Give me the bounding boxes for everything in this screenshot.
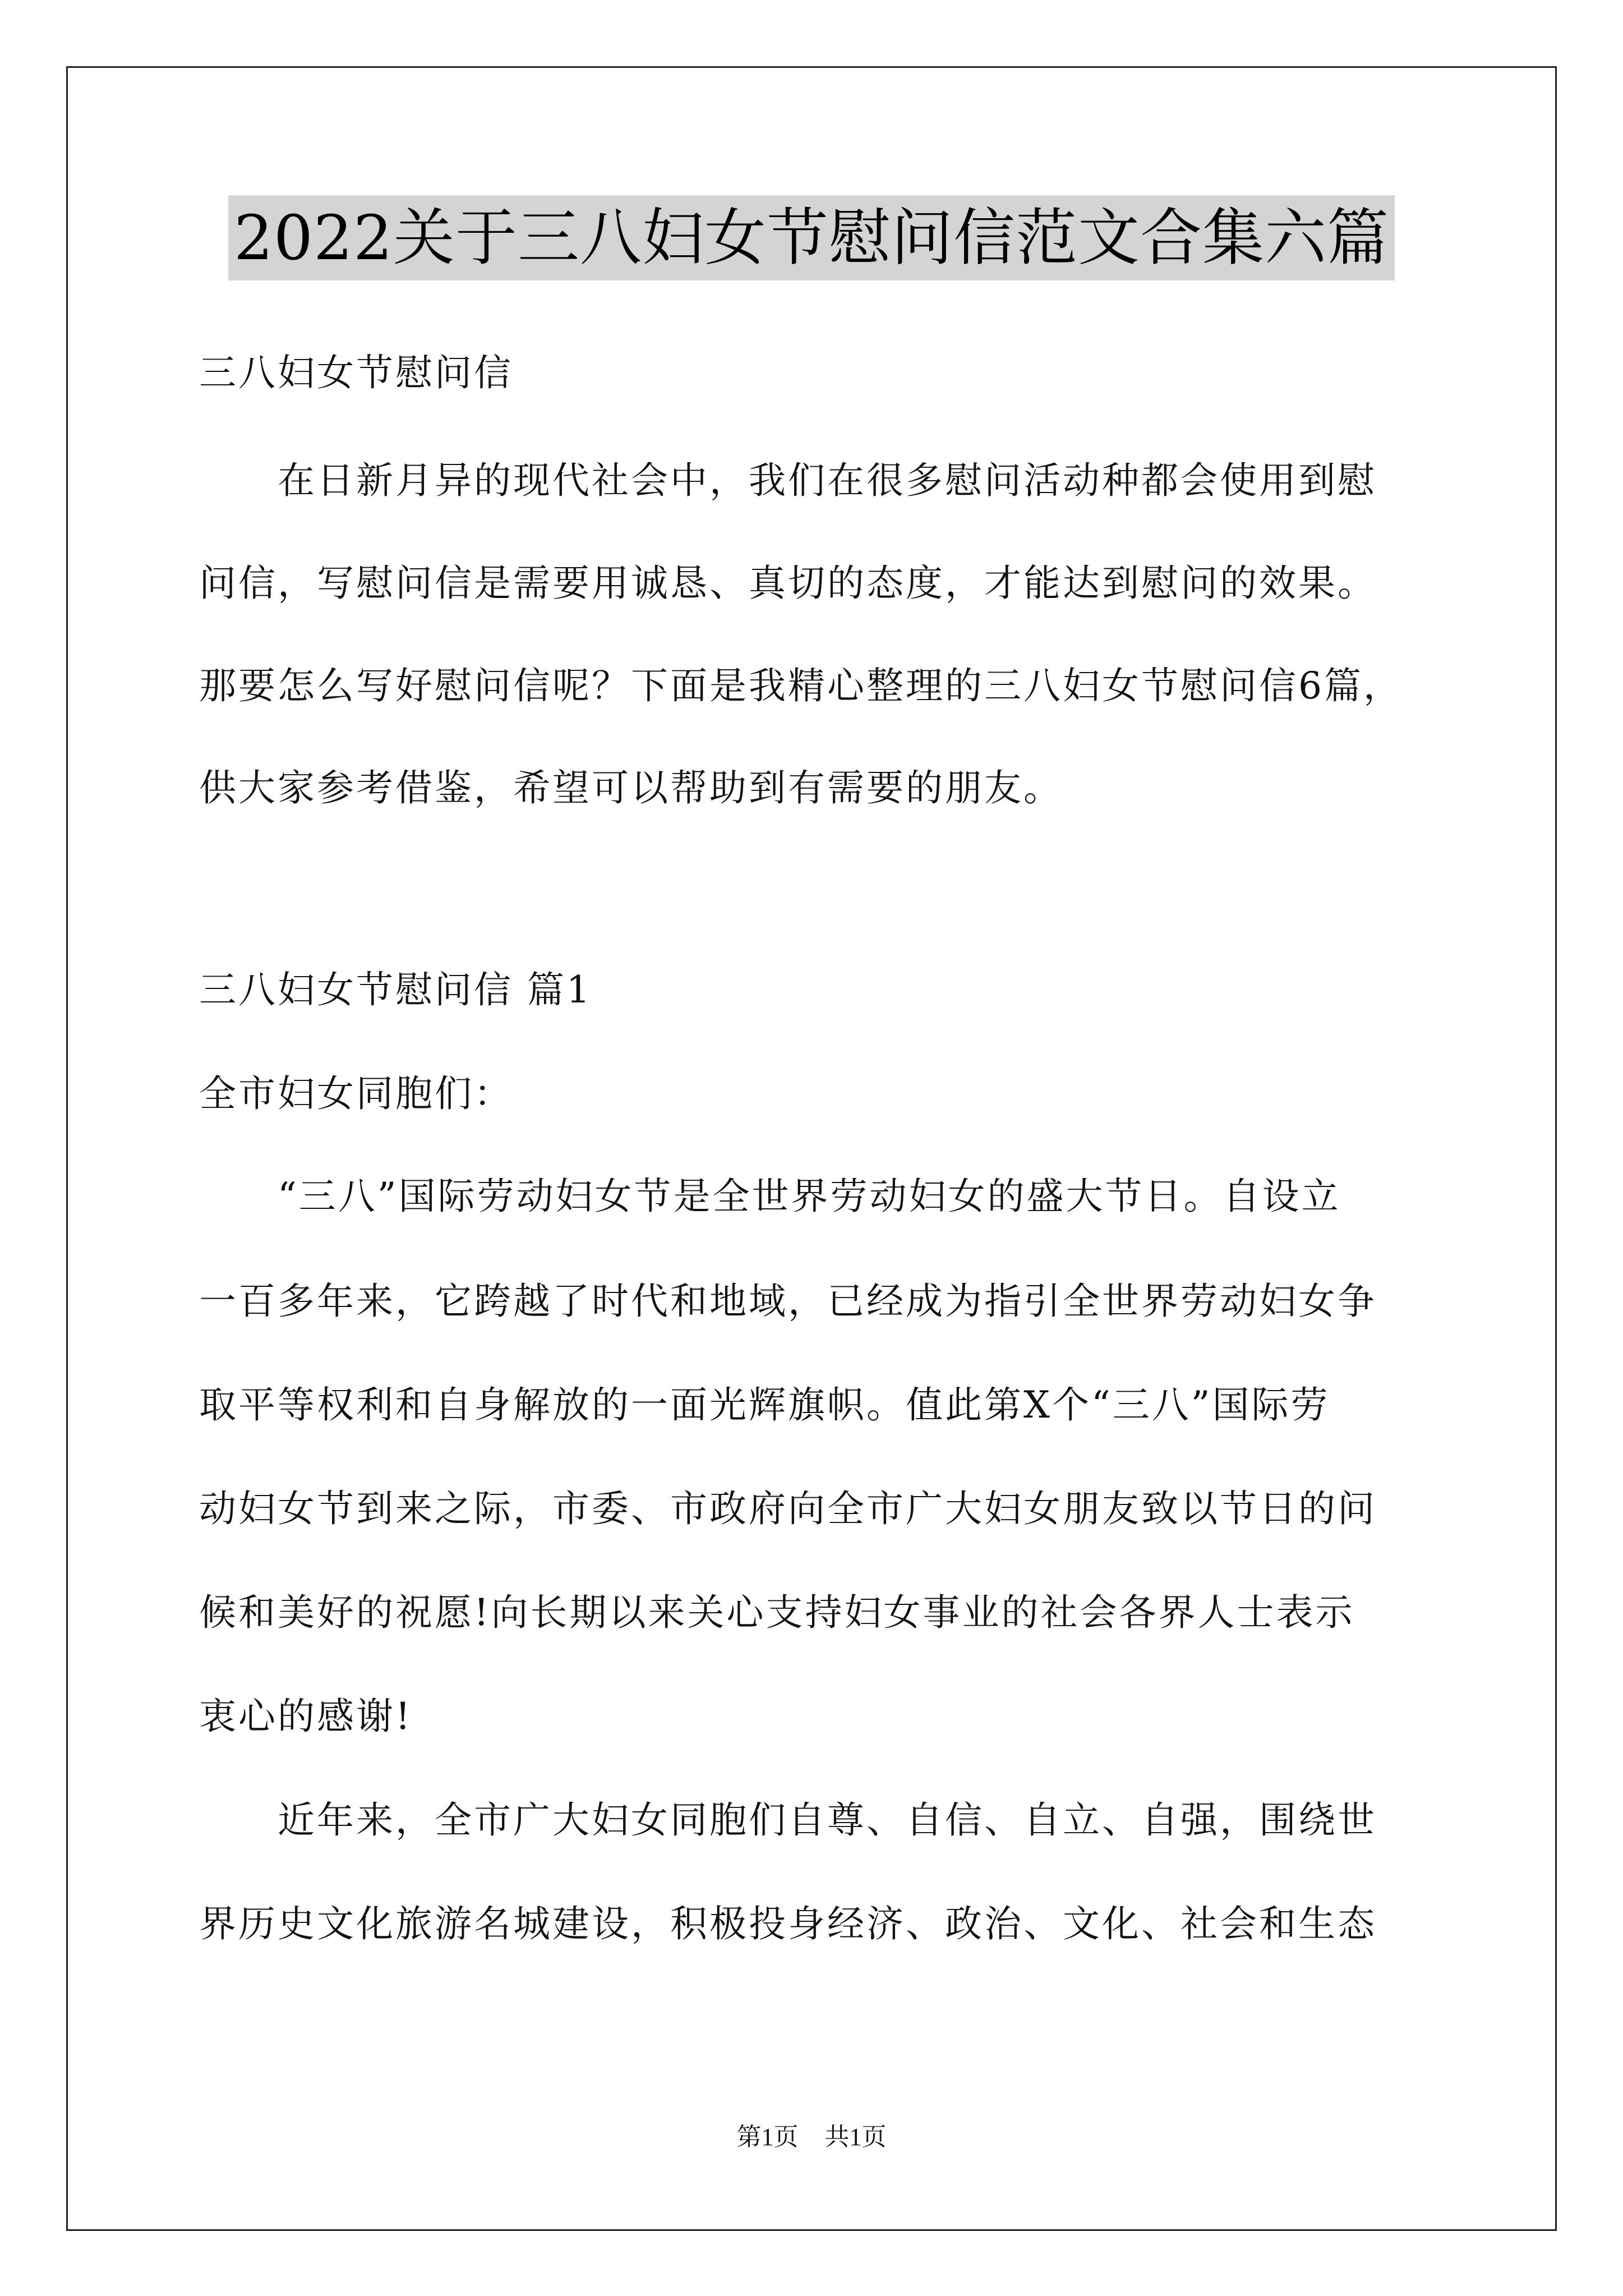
- page-footer: [0, 2120, 1623, 2154]
- section-heading: 三八妇女节慰问信: [199, 351, 513, 394]
- paragraph-line: “三八”国际劳动妇女节是全世界劳动妇女的盛大节日。自设立: [199, 1175, 1341, 1218]
- salutation: 全市妇女同胞们：: [199, 1072, 513, 1115]
- paragraph-line: 衷心的感谢!: [199, 1695, 413, 1738]
- section-heading: 三八妇女节慰问信 篇1: [199, 968, 592, 1011]
- title-container: [0, 195, 1623, 280]
- paragraph-line: 近年来，全市广大妇女同胞们自尊、自信、自立、自强，围绕世: [199, 1798, 1377, 1842]
- paragraph-line: 在日新月异的现代社会中，我们在很多慰问活动种都会使用到慰: [199, 459, 1377, 502]
- paragraph-line: 那要怎么写好慰问信呢？下面是我精心整理的三八妇女节慰问信6篇，: [199, 664, 1403, 707]
- paragraph-line: 界历史文化旅游名城建设，积极投身经济、政治、文化、社会和生态: [199, 1902, 1377, 1945]
- paragraph-line: 问信，写慰问信是需要用诚恳、真切的态度，才能达到慰问的效果。: [199, 562, 1377, 605]
- page-total: 共1页: [824, 2123, 887, 2151]
- page-number: 第1页: [736, 2123, 799, 2151]
- document-title: 2022关于三八妇女节慰问信范文合集六篇: [228, 195, 1395, 280]
- paragraph-line: 一百多年来，它跨越了时代和地域，已经成为指引全世界劳动妇女争: [199, 1280, 1377, 1323]
- paragraph-line: 动妇女节到来之际，市委、市政府向全市广大妇女朋友致以节日的问: [199, 1487, 1377, 1530]
- paragraph-line: 候和美好的祝愿!向长期以来关心支持妇女事业的社会各界人士表示: [199, 1591, 1355, 1634]
- paragraph-line: 供大家参考借鉴，希望可以帮助到有需要的朋友。: [199, 766, 1063, 809]
- paragraph-line: 取平等权利和自身解放的一面光辉旗帜。值此第X个“三八”国际劳: [199, 1383, 1330, 1427]
